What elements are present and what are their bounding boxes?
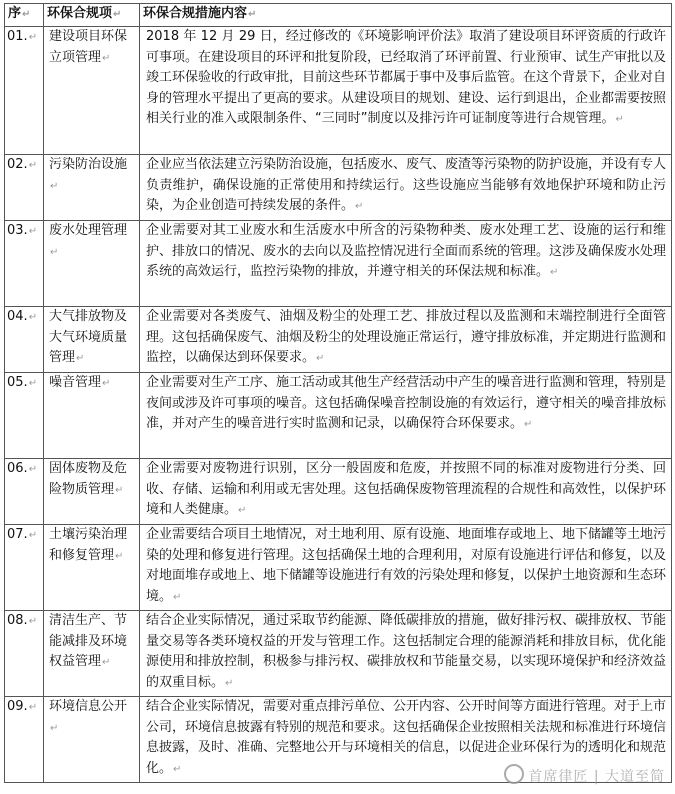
table-row [5,525,672,611]
table-row [5,221,672,307]
header-content: 环保合规措施内容↵ [140,4,672,27]
row-item: 固体废物及危险物质管理↵ [44,459,140,525]
paragraph-mark: ↵ [22,9,31,20]
paragraph-mark: ↵ [113,9,122,20]
row-number: 01.↵ [5,27,44,155]
row-item: 废水处理管理↵ [44,221,140,307]
row-item: 污染防治设施↵ [44,155,140,221]
header-item: 环保合规项↵ [44,4,140,27]
table-row [5,307,672,373]
row-number: 06.↵ [5,459,44,525]
row-content: 企业需要结合项目土地情况，对土地利用、原有设施、地面堆存或地上、地下储罐等土地污染的处理和修复进行管理。这包括确保土地的合理利用，对原有设施进行评估和修复，以及对地面堆存或地上、地下储罐等设施进行有效的污染处理和修复，以保护土地资源和生态环境。↵ [140,525,672,611]
row-content: 结合企业实际情况，需要对重点排污单位、公开内容、公开时间等方面进行管理。对于上市公司，环境信息披露有特别的规范和要求。这包括确保企业按照相关法规和标准进行环境信息披露，及时、准确、完整地公开与环境相关的信息，以促进企业环保行为的透明化和规范化。↵ [140,697,672,783]
row-content: 企业应当依法建立污染防治设施，包括废水、废气、废渣等污染物的防护设施，并设有专人负责维护，确保设施的正常使用和持续运行。这些设施应当能够有效地保护环境和防止污染，为企业创造可持续发展的条件。↵ [140,155,672,221]
row-item: 土壤污染治理和修复管理↵ [44,525,140,611]
row-number: 03.↵ [5,221,44,307]
row-number: 04.↵ [5,307,44,373]
row-item: 大气排放物及大气环境质量管理↵ [44,307,140,373]
row-item: 噪音管理↵ [44,373,140,459]
row-number: 08.↵ [5,611,44,697]
row-content: 企业需要对生产工序、施工活动或其他生产经营活动中产生的噪音进行监测和管理，特别是夜间或涉及许可事项的噪音。这包括确保噪音控制设施的有效运行，遵守相关的噪音排放标准，并对产生的噪音进行实时监测和记录，以确保符合环保要求。↵ [140,373,672,459]
watermark [504,764,665,786]
watermark-logo-icon [504,764,524,784]
row-content: 企业需要对其工业废水和生活废水中所含的污染物种类、废水处理工艺、设施的运行和维护、排放口的情况、废水的去向以及监控情况进行全面而系统的管理。这涉及确保废水处理系统的高效运行，监控污染物的排放，并遵守相关的环保法规和标准。↵ [140,221,672,307]
table-row [5,459,672,525]
row-number: 07.↵ [5,525,44,611]
row-number: 02.↵ [5,155,44,221]
table-row [5,155,672,221]
table-row [5,611,672,697]
row-item: 环境信息公开↵ [44,697,140,783]
compliance-table [4,3,672,783]
table-row [5,27,672,155]
row-content: 结合企业实际情况，通过采取节约能源、降低碳排放的措施，做好排污权、碳排放权、节能量交易等各类环境权益的开发与管理工作。这包括制定合理的能源消耗和排放目标，优化能源使用和排放控制，积极参与排污权、碳排放权和节能量交易，以实现环境保护和经济效益的双重目标。↵ [140,611,672,697]
row-content: 2018 年 12 月 29 日，经过修改的《环境影响评价法》取消了建设项目环评资质的行政许可事项。在建设项目的环评和批复阶段，已经取消了环评前置、行业预审、试生产审批以及竣工环保验收的行政审批，目前这些环节都属于事中及事后监管。在这个背景下，企业对自身的管理水平提出了更高的要求。从建设项目的规划、建设、运行到退出，企业都需要按照相关行业的准入或限制条件、“三同时”制度以及排污许可证制度等进行合规管理。↵ [140,27,672,155]
table-header-row [5,4,672,27]
watermark-text: 首席律匠 | 大道至简 [528,769,665,785]
row-content: 企业需要对各类废气、油烟及粉尘的处理工艺、排放过程以及监测和末端控制进行全面管理。这包括确保废气、油烟及粉尘的处理设施正常运行，遵守排放标准，并定期进行监测和监控，以确保达到环保要求。↵ [140,307,672,373]
row-number: 05.↵ [5,373,44,459]
paragraph-mark: ↵ [248,9,257,20]
row-content: 企业需要对废物进行识别，区分一般固废和危废，并按照不同的标准对废物进行分类、回收、存储、运输和利用或无害处理。这包括确保废物管理流程的合规性和高效性，以保护环境和人类健康。↵ [140,459,672,525]
row-item: 建设项目环保立项管理↵ [44,27,140,155]
row-item: 清洁生产、节能减排及环境权益管理↵ [44,611,140,697]
header-seq: 序↵ [5,4,44,27]
row-number: 09.↵ [5,697,44,783]
table-row [5,373,672,459]
